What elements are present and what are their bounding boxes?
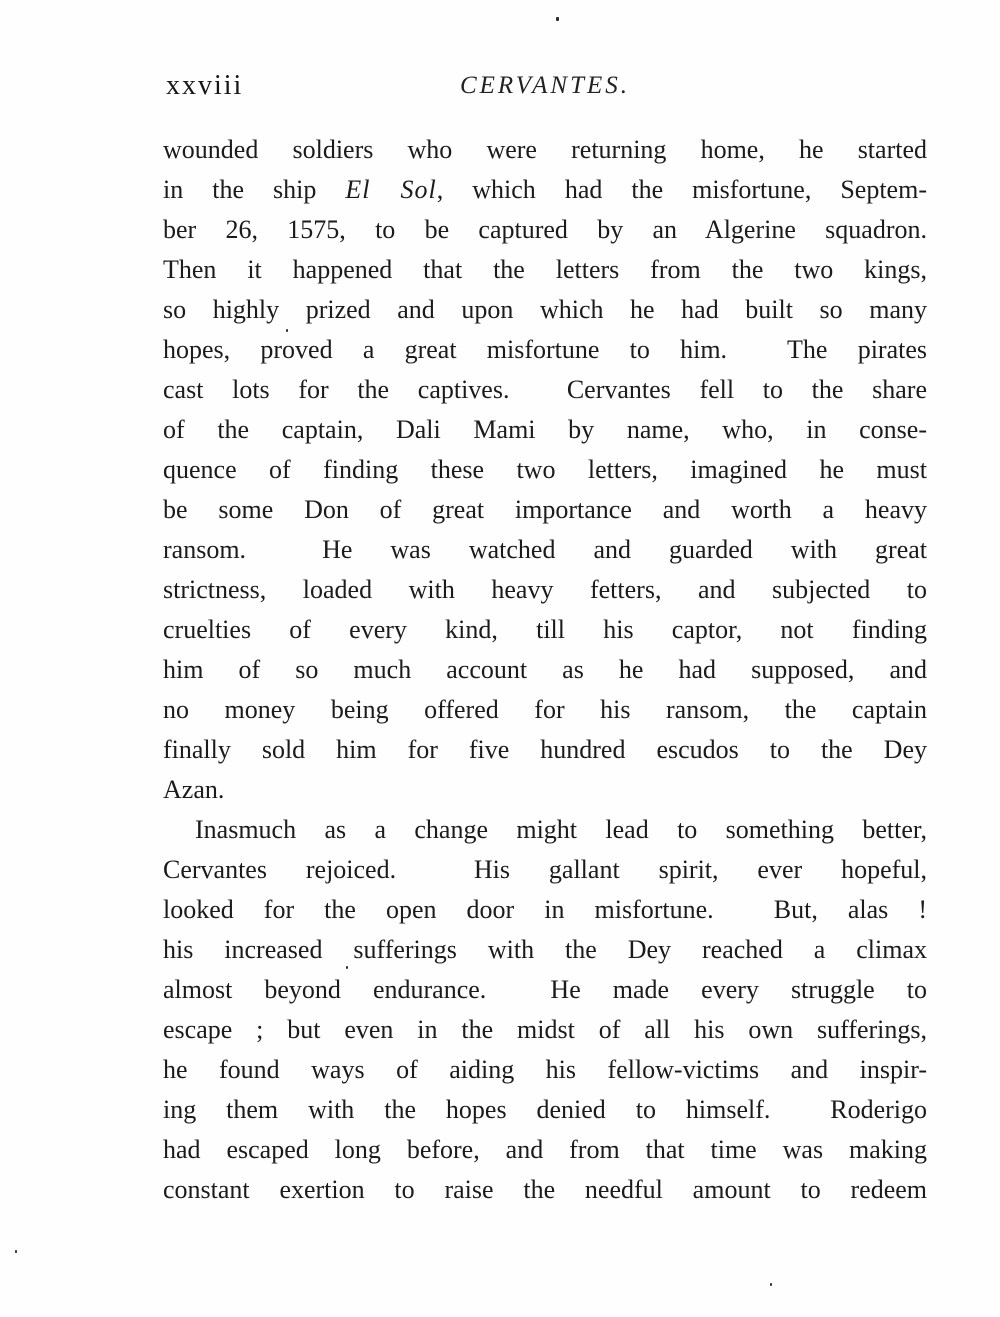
text-line: almost beyond endurance. He made every struggle to	[163, 975, 927, 1004]
running-header: CERVANTES.	[459, 72, 631, 99]
text-line: no money being offered for his ransom, the captain	[163, 695, 927, 724]
text-line: him of so much account as he had supposed, and	[163, 655, 927, 684]
text-line: ber 26, 1575, to be captured by an Algerine squadron.	[163, 215, 927, 244]
text-line: constant exertion to raise the needful amount to redeem	[163, 1175, 927, 1204]
text-line: Inasmuch as a change might lead to something better,	[195, 815, 927, 844]
text-line: of the captain, Dali Mami by name, who, in conse-	[163, 415, 927, 444]
scan-speck	[15, 1250, 17, 1253]
text-line: hopes, proved a great misfortune to him. The pirates	[163, 335, 927, 364]
text-line: finally sold him for five hundred escudos to the Dey	[163, 735, 927, 764]
scan-speck	[556, 17, 559, 21]
text-line: looked for the open door in misfortune. But, alas !	[163, 895, 927, 924]
text-line: cruelties of every kind, till his captor, not finding	[163, 615, 927, 644]
text-line: his increased sufferings with the Dey reached a climax	[163, 935, 927, 964]
text-line: Azan.	[163, 775, 225, 804]
text-block	[163, 130, 927, 1210]
text-line: he found ways of aiding his fellow-victims and inspir-	[163, 1055, 927, 1084]
text-line: ing them with the hopes denied to himself. Roderigo	[163, 1095, 927, 1124]
text-line: quence of finding these two letters, imagined he must	[163, 455, 927, 484]
text-line: Then it happened that the letters from the two kings,	[163, 255, 927, 284]
text-line: cast lots for the captives. Cervantes fell to the share	[163, 375, 927, 404]
scan-speck	[346, 966, 348, 969]
text-line: wounded soldiers who were returning home, he started	[163, 135, 927, 164]
text-line: so highly prized and upon which he had built so many	[163, 295, 927, 324]
text-line: strictness, loaded with heavy fetters, and subjected to	[163, 575, 927, 604]
text-line: had escaped long before, and from that time was making	[163, 1135, 927, 1164]
text-line: Cervantes rejoiced. His gallant spirit, ever hopeful,	[163, 855, 927, 884]
scan-speck	[286, 329, 288, 332]
scan-speck	[770, 1283, 772, 1286]
text-line: ransom. He was watched and guarded with great	[163, 535, 927, 564]
text-line: escape ; but even in the midst of all his own sufferings,	[163, 1015, 927, 1044]
text-line: in the ship El Sol, which had the misfortune, Septem-	[163, 175, 927, 204]
page-number: xxviii	[166, 70, 244, 101]
text-line: be some Don of great importance and worth a heavy	[163, 495, 927, 524]
